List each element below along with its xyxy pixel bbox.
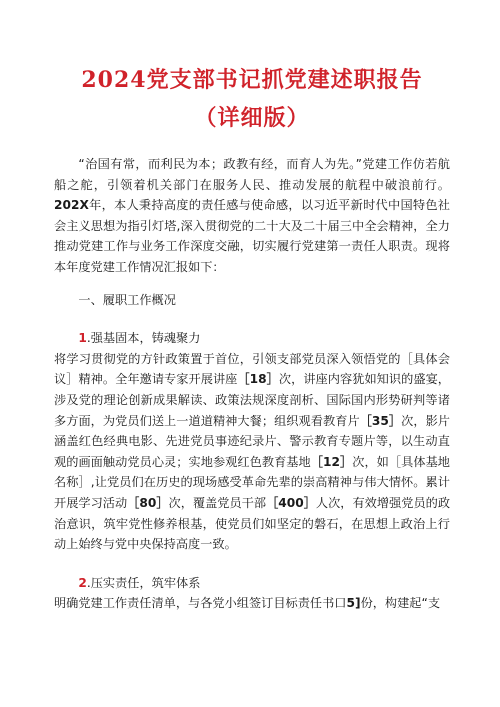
document-title: 2024党支部书记抓党建述职报告 — [81, 67, 423, 93]
intro-paragraph — [54, 154, 450, 278]
text-run: 次，如［具体基地名称］,让党员们在历史的现场感受革命先辈的崇高精神与伟大情怀。累计开展学习活动 — [54, 454, 450, 510]
number-run: ［18］ — [237, 372, 279, 387]
text-run: 次，影片涵盖红色经典电影、先进党员事迹纪录片、警示教育专题片等，以生动直观的画面触动党员心灵；实地参观红色教育基地 — [54, 413, 450, 469]
intro-quote: “治国有常，而利民为本；政教有经，而育人为先。”党建工作仿若航船之舵，引领着机关部门在服务人民、推动发展的航程中破浪前行。 — [54, 157, 450, 192]
number-run: ［12］ — [310, 454, 353, 469]
text-run: 次，讲座内容犹如知识的盛宴，涉及党的理论创新成果解读、政策法规深度剖析、国际国内形势研判等诸多方面，为党员们送上一道道精神大餐；组织观看教育片 — [54, 372, 450, 428]
item-heading-2 — [54, 573, 450, 594]
text-run: 份，构建起“支 — [360, 596, 441, 611]
item-number-2: 2 — [78, 575, 87, 590]
text-run: 次，覆盖党员干部 — [168, 495, 267, 510]
text-run: 明确党建工作责任清单，与各党小组签订目标责任书口 — [54, 596, 347, 611]
number-run: ［400］ — [266, 495, 316, 510]
text-run: 将学习贯彻党的方针政策置于首位，引领支部党员深入领悟党的［具体会议］精神。全年邀请专家开展讲座 — [54, 351, 450, 387]
item-title-2: .压实责任，筑牢体系 — [86, 575, 201, 590]
text-run: 人次，有效增强党员的政治意识，筑牢党性修养根基，使党员们如坚定的磐石，在思想上政治上行动上始终与党中央保持高度一致。 — [54, 495, 451, 552]
number-run: ［80］ — [127, 495, 169, 510]
number-run: 5] — [346, 596, 361, 611]
item-number-1: 1 — [78, 331, 87, 346]
item-heading-1 — [54, 328, 450, 349]
item-paragraph-2 — [54, 593, 450, 614]
intro-year: 202X — [54, 198, 89, 213]
number-run: ［35］ — [359, 413, 402, 428]
document-subtitle: （详细版） — [194, 105, 310, 131]
item-paragraph-1 — [54, 349, 450, 555]
intro-rest: 年，本人秉持高度的责任感与使命感，以习近平新时代中国特色社会主义思想为指引灯塔,深入贯彻党的二十大及二十届三中全会精神，全力推动党建工作与业务工作深度交融，切实履行党建第一责任人职责。现将本年度党建工作情况汇报如下： — [54, 198, 450, 274]
item-title-1: .强基固本，铸魂聚力 — [86, 331, 201, 346]
section-heading-1: 一、履职工作概况 — [78, 292, 176, 307]
